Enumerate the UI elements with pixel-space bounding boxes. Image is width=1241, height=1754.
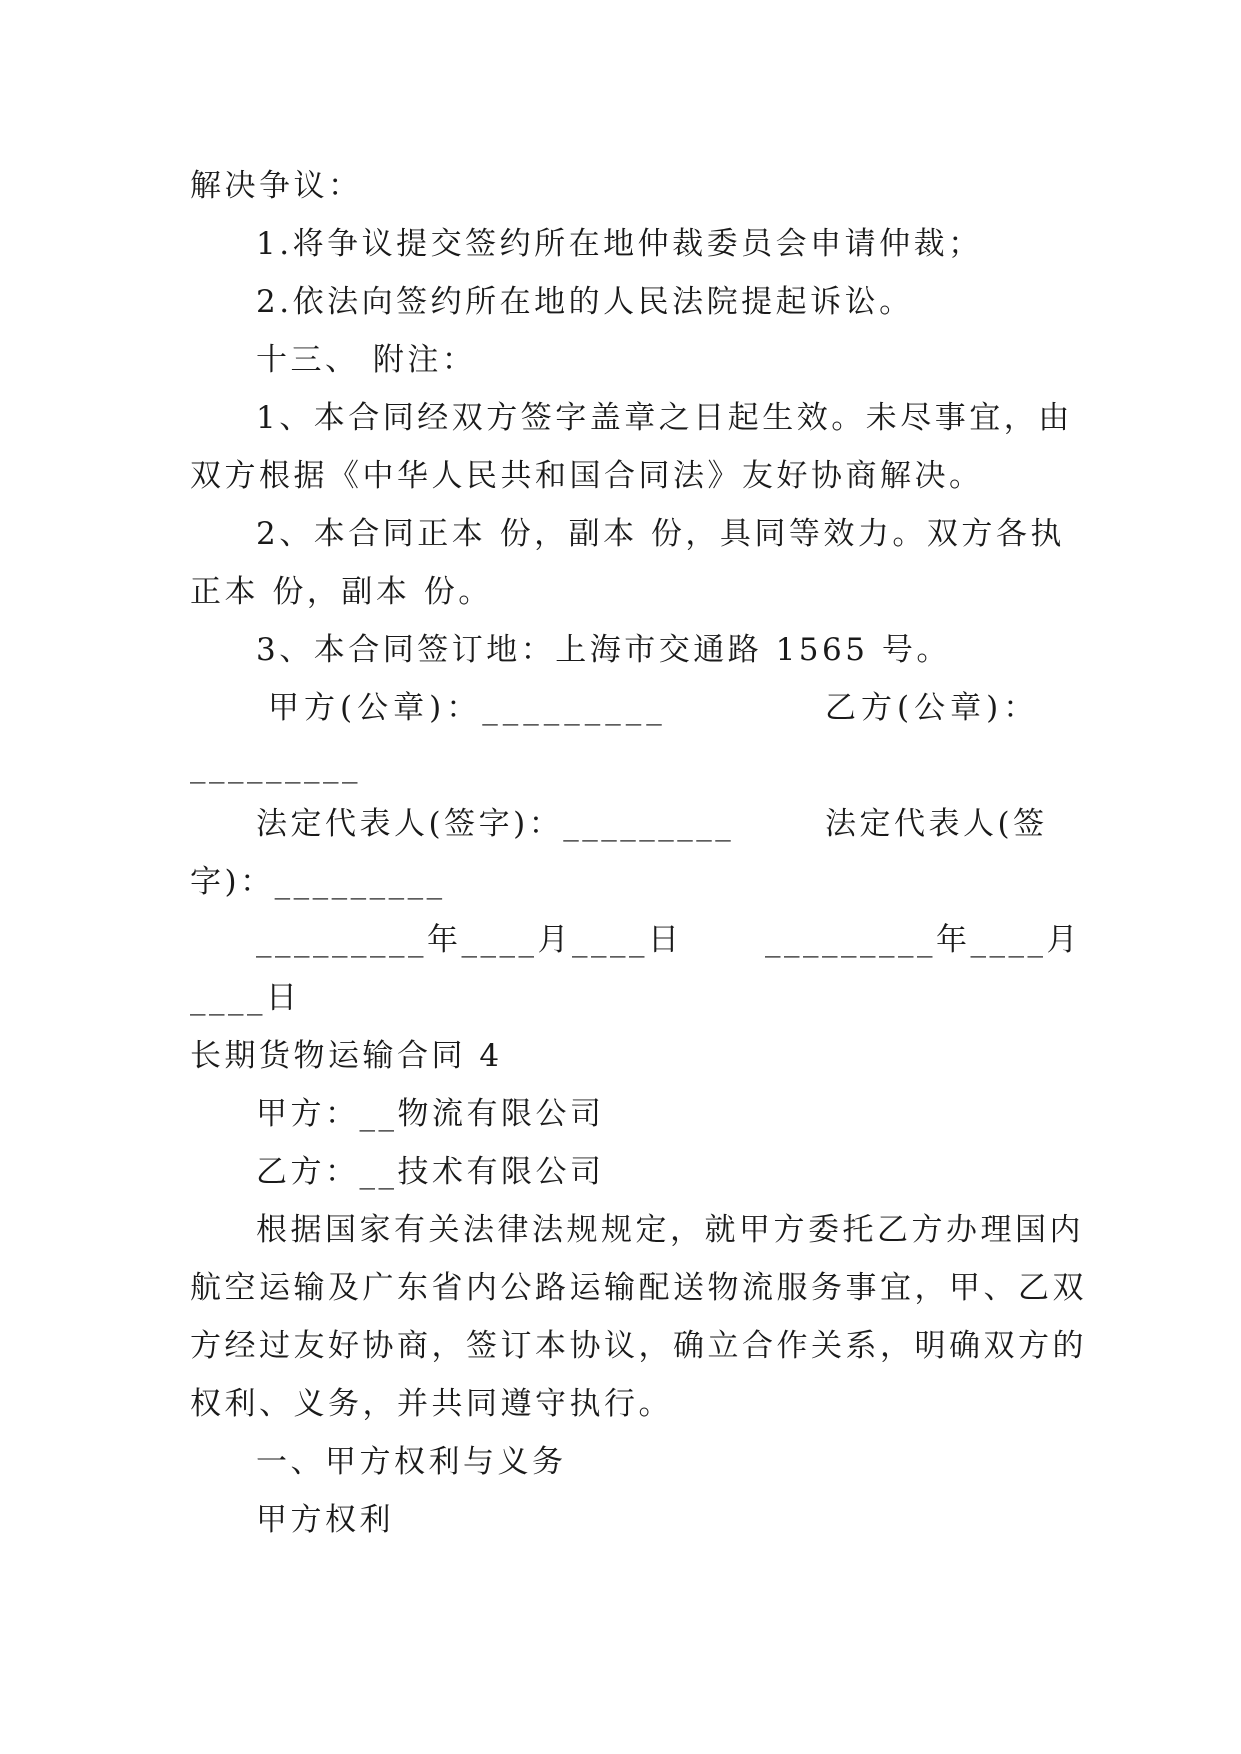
party-a-date-line: _________年____月____日	[256, 922, 683, 958]
text-line: 根据国家有关法律法规规定，就甲方委托乙方办理国内	[256, 1212, 1084, 1248]
party-a-representative-line: 法定代表人(签字)：_________	[256, 806, 735, 842]
text-line: 1、本合同经双方签字盖章之日起生效。未尽事宜，由	[256, 400, 1073, 436]
text-line: 正本 份，副本 份。	[190, 574, 493, 610]
party-b-representative-line: 法定代表人(签	[825, 806, 1048, 842]
text-line: 解决争议：	[190, 168, 363, 204]
text-line: 航空运输及广东省内公路运输配送物流服务事宜，甲、乙双	[190, 1270, 1087, 1306]
party-a-seal-line: 甲方(公章)：_________	[268, 690, 667, 726]
contract-title: 长期货物运输合同 4	[190, 1038, 503, 1074]
text-line: 方经过友好协商，签订本协议，确立合作关系，明确双方的	[190, 1328, 1087, 1364]
text-line: 2、本合同正本 份，副本 份，具同等效力。双方各执	[256, 516, 1065, 552]
section-heading: 一、甲方权利与义务	[256, 1444, 567, 1480]
subsection-heading: 甲方权利	[256, 1502, 394, 1538]
text-line: 字)：_________	[190, 864, 446, 900]
text-line: 2.依法向签约所在地的人民法院提起诉讼。	[256, 284, 914, 320]
party-a-name: 甲方：__物流有限公司	[256, 1096, 605, 1132]
party-b-name: 乙方：__技术有限公司	[256, 1154, 605, 1190]
party-b-date-line: _________年____月	[765, 922, 1081, 958]
text-line: ____日	[190, 980, 301, 1016]
text-line: 双方根据《中华人民共和国合同法》友好协商解决。	[190, 458, 984, 494]
text-line: 权利、义务，并共同遵守执行。	[190, 1386, 673, 1422]
text-line: 1.将争议提交签约所在地仲裁委员会申请仲裁；	[256, 226, 983, 262]
signature-blank: _________	[190, 748, 361, 784]
text-line: 3、本合同签订地：上海市交通路 1565 号。	[256, 632, 951, 668]
section-heading: 十三、 附注：	[256, 342, 477, 378]
party-b-seal-line: 乙方(公章)：	[825, 690, 1040, 726]
